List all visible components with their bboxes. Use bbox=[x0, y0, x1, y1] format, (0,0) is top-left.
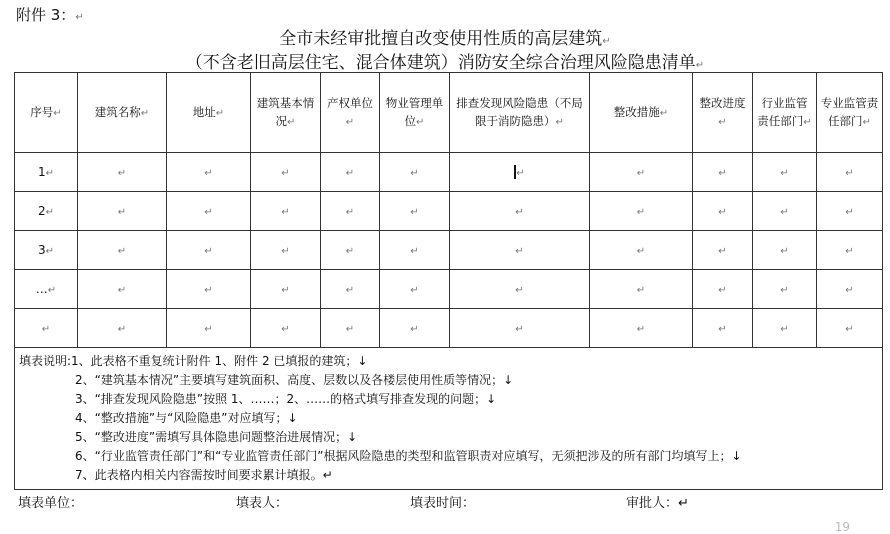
header-cell: 序号↵ bbox=[15, 73, 78, 153]
empty-cell[interactable]: ↵ bbox=[817, 309, 883, 348]
footer-fill-unit: 填表单位： bbox=[18, 496, 84, 511]
empty-cell[interactable]: ↵ bbox=[321, 270, 380, 309]
fill-instructions bbox=[15, 348, 883, 490]
empty-cell[interactable]: ↵ bbox=[450, 153, 590, 192]
empty-cell[interactable]: ↵ bbox=[251, 153, 321, 192]
note-line: 7、此表格内相关内容需按时间要求累计填报。↵ bbox=[75, 468, 333, 482]
empty-cell[interactable]: ↵ bbox=[590, 231, 693, 270]
table-header-row bbox=[15, 73, 883, 153]
empty-cell[interactable]: ↵ bbox=[380, 270, 450, 309]
header-cell: 行业监管责任部门↵ bbox=[753, 73, 817, 153]
empty-cell[interactable]: ↵ bbox=[321, 192, 380, 231]
page-number: 19 bbox=[834, 520, 850, 534]
empty-cell[interactable]: ↵ bbox=[380, 309, 450, 348]
empty-cell[interactable]: ↵ bbox=[693, 153, 753, 192]
empty-cell[interactable]: ↵ bbox=[167, 153, 251, 192]
empty-cell[interactable]: ↵ bbox=[321, 309, 380, 348]
empty-cell[interactable]: ↵ bbox=[450, 309, 590, 348]
empty-cell[interactable]: ↵ bbox=[321, 231, 380, 270]
empty-cell[interactable]: ↵ bbox=[590, 270, 693, 309]
header-cell: 产权单位↵ bbox=[321, 73, 380, 153]
empty-cell[interactable]: ↵ bbox=[78, 153, 167, 192]
empty-cell[interactable]: ↵ bbox=[380, 192, 450, 231]
empty-cell[interactable]: ↵ bbox=[450, 270, 590, 309]
empty-cell[interactable]: ↵ bbox=[321, 153, 380, 192]
empty-cell[interactable]: ↵ bbox=[380, 231, 450, 270]
empty-cell[interactable]: ↵ bbox=[753, 270, 817, 309]
header-cell: 整改进度↵ bbox=[693, 73, 753, 153]
footer-fill-time: 填表时间： bbox=[410, 496, 476, 511]
empty-cell[interactable]: ↵ bbox=[693, 231, 753, 270]
empty-cell[interactable]: ↵ bbox=[817, 231, 883, 270]
empty-cell[interactable]: ↵ bbox=[817, 270, 883, 309]
footer-filler: 填表人： bbox=[236, 496, 289, 511]
note-line: 3、“排查发现风险隐患”按照 1、……；2、……的格式填写排查发现的问题；↓ bbox=[75, 392, 497, 406]
empty-cell[interactable]: ↵ bbox=[167, 192, 251, 231]
empty-cell[interactable]: ↵ bbox=[590, 153, 693, 192]
row-number-cell[interactable]: 3↵ bbox=[15, 231, 78, 270]
empty-cell[interactable]: ↵ bbox=[78, 309, 167, 348]
empty-cell[interactable]: ↵ bbox=[753, 309, 817, 348]
table-row bbox=[15, 309, 883, 348]
empty-cell[interactable]: ↵ bbox=[167, 231, 251, 270]
note-line: 5、“整改进度”需填写具体隐患问题整治进展情况；↓ bbox=[75, 430, 358, 444]
empty-cell[interactable]: ↵ bbox=[251, 231, 321, 270]
empty-cell[interactable]: ↵ bbox=[753, 192, 817, 231]
empty-cell[interactable]: ↵ bbox=[167, 309, 251, 348]
empty-cell[interactable]: ↵ bbox=[753, 231, 817, 270]
document-title-line2: （不含老旧高层住宅、混合体建筑）消防安全综合治理风险隐患清单↵ bbox=[185, 53, 705, 73]
empty-cell[interactable]: ↵ bbox=[590, 309, 693, 348]
empty-cell[interactable]: ↵ bbox=[693, 192, 753, 231]
notes-row bbox=[15, 348, 883, 490]
header-cell: 建筑基本情况↵ bbox=[251, 73, 321, 153]
empty-cell[interactable]: ↵ bbox=[450, 192, 590, 231]
empty-cell[interactable]: ↵ bbox=[380, 153, 450, 192]
header-cell: 专业监管责任部门↵ bbox=[817, 73, 883, 153]
document-title-line1: 全市未经审批擅自改变使用性质的高层建筑↵ bbox=[279, 29, 611, 49]
footer-approver: 审批人：↵ bbox=[626, 496, 689, 511]
empty-cell[interactable]: ↵ bbox=[78, 231, 167, 270]
row-number-cell[interactable]: 1↵ bbox=[15, 153, 78, 192]
note-line: 填表说明:1、此表格不重复统计附件 1、附件 2 已填报的建筑；↓ bbox=[19, 354, 368, 368]
empty-cell[interactable]: ↵ bbox=[693, 309, 753, 348]
row-number-cell[interactable]: 2↵ bbox=[15, 192, 78, 231]
table-row bbox=[15, 270, 883, 309]
empty-cell[interactable]: ↵ bbox=[590, 192, 693, 231]
header-cell: 建筑名称↵ bbox=[78, 73, 167, 153]
note-line: 4、“整改措施”与“风险隐患”对应填写；↓ bbox=[75, 411, 298, 425]
empty-cell[interactable]: ↵ bbox=[753, 153, 817, 192]
header-cell: 物业管理单位↵ bbox=[380, 73, 450, 153]
empty-cell[interactable]: ↵ bbox=[817, 153, 883, 192]
empty-cell[interactable]: ↵ bbox=[251, 192, 321, 231]
note-line: 2、“建筑基本情况”主要填写建筑面积、高度、层数以及各楼层使用性质等情况；↓ bbox=[75, 373, 514, 387]
empty-cell[interactable]: ↵ bbox=[693, 270, 753, 309]
table-row bbox=[15, 192, 883, 231]
empty-cell[interactable]: ↵ bbox=[251, 309, 321, 348]
table-row bbox=[15, 153, 883, 192]
table-row bbox=[15, 231, 883, 270]
header-cell: 排查发现风险隐患（不局限于消防隐患）↵ bbox=[450, 73, 590, 153]
hazard-list-table bbox=[14, 72, 883, 490]
empty-cell[interactable]: ↵ bbox=[78, 192, 167, 231]
row-number-cell[interactable]: ↵ bbox=[15, 309, 78, 348]
attachment-label: 附件 3：↵ bbox=[16, 6, 84, 24]
empty-cell[interactable]: ↵ bbox=[78, 270, 167, 309]
empty-cell[interactable]: ↵ bbox=[450, 231, 590, 270]
empty-cell[interactable]: ↵ bbox=[251, 270, 321, 309]
header-cell: 整改措施↵ bbox=[590, 73, 693, 153]
note-line: 6、“行业监管责任部门”和“专业监管责任部门”根据风险隐患的类型和监管职责对应填写，无须把涉及的所有部门均填写上；↓ bbox=[75, 449, 742, 463]
empty-cell[interactable]: ↵ bbox=[817, 192, 883, 231]
empty-cell[interactable]: ↵ bbox=[167, 270, 251, 309]
row-number-cell[interactable]: …↵ bbox=[15, 270, 78, 309]
header-cell: 地址↵ bbox=[167, 73, 251, 153]
